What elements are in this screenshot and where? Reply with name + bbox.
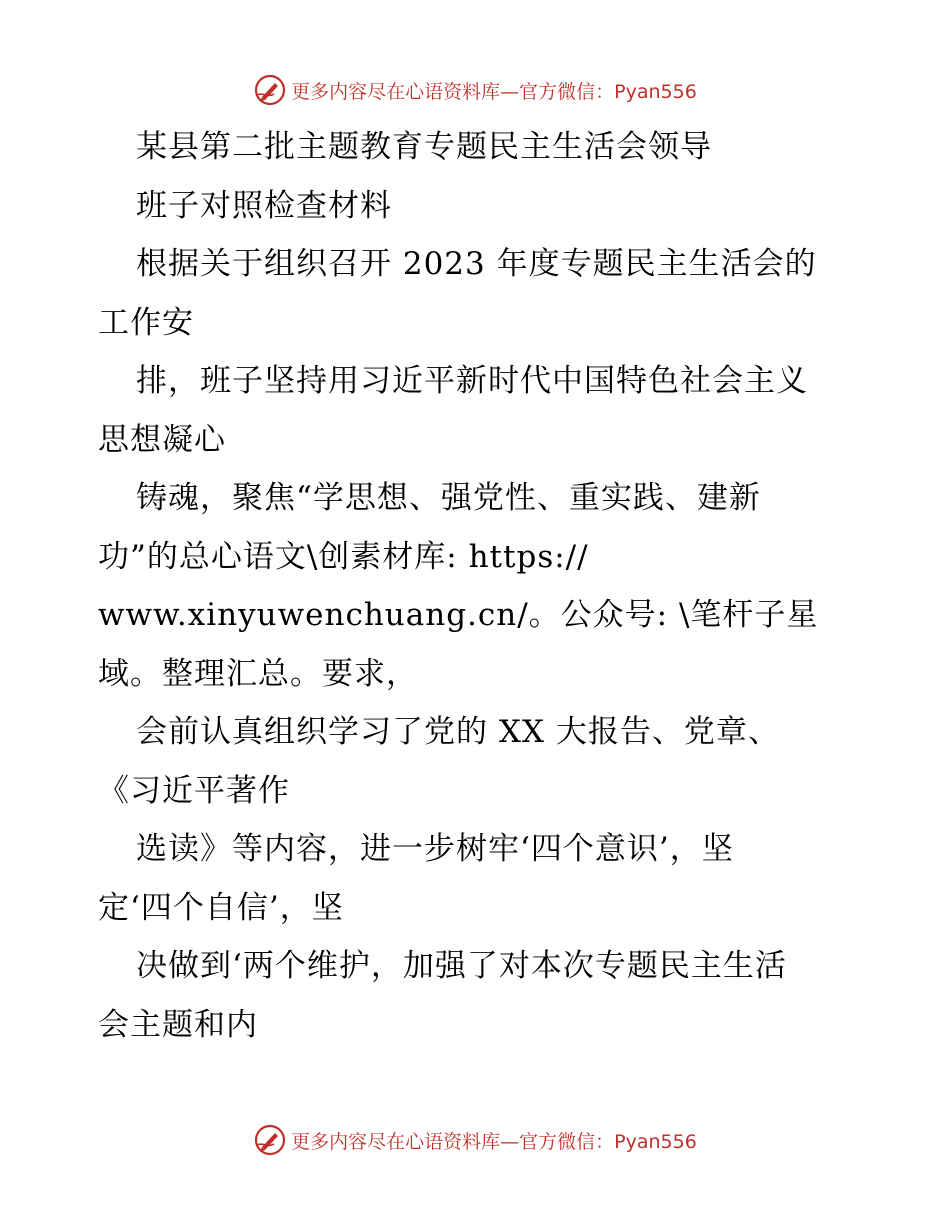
header-banner-text: 更多内容尽在心语资料库—官方微信：Pyan556 — [291, 80, 697, 103]
header-watermark-banner — [0, 70, 950, 110]
paragraph-line: 工作安 — [98, 304, 194, 341]
paragraph-line: 域。整理汇总。要求， — [98, 655, 418, 692]
header-wechat-id: Pyan556 — [614, 80, 697, 103]
paragraph-line: 决做到‘两个维护，加强了对本次专题民主生活 — [136, 948, 787, 984]
paragraph-line: 铸魂，聚焦“学思想、强党性、重实践、建新 — [136, 480, 761, 516]
paragraph-line: www.xinyuwenchuang.cn/。公众号: \笔杆子星 — [98, 597, 819, 633]
paragraph-line: 思想凝心 — [98, 421, 226, 458]
paragraph-line: 《习近平著作 — [98, 772, 290, 809]
footer-watermark-banner — [0, 1120, 950, 1160]
doc-title-line-2: 班子对照检查材料 — [136, 187, 392, 224]
paragraph-line: 根据关于组织召开 2023 年度专题民主生活会的 — [136, 246, 817, 282]
footer-banner-text: 更多内容尽在心语资料库—官方微信：Pyan556 — [291, 1130, 697, 1153]
paragraph-line: 功”的总心语文\创素材库: https:// — [98, 538, 589, 575]
pen-logo-icon — [253, 73, 287, 107]
paragraph-line: 定‘四个自信’，坚 — [98, 889, 344, 926]
doc-title-line-1: 某县第二批主题教育专题民主生活会领导 — [136, 129, 712, 165]
paragraph-line: 排，班子坚持用习近平新时代中国特色社会主义 — [136, 363, 808, 399]
document-body — [98, 118, 858, 1054]
footer-wechat-id: Pyan556 — [614, 1130, 697, 1153]
paragraph-line: 选读》等内容，进一步树牢‘四个意识’，坚 — [136, 831, 734, 867]
pen-logo-icon — [253, 1123, 287, 1157]
paragraph-line: 会主题和内 — [98, 1006, 258, 1043]
paragraph-line: 会前认真组织学习了党的 XX 大报告、党章、 — [136, 714, 780, 750]
